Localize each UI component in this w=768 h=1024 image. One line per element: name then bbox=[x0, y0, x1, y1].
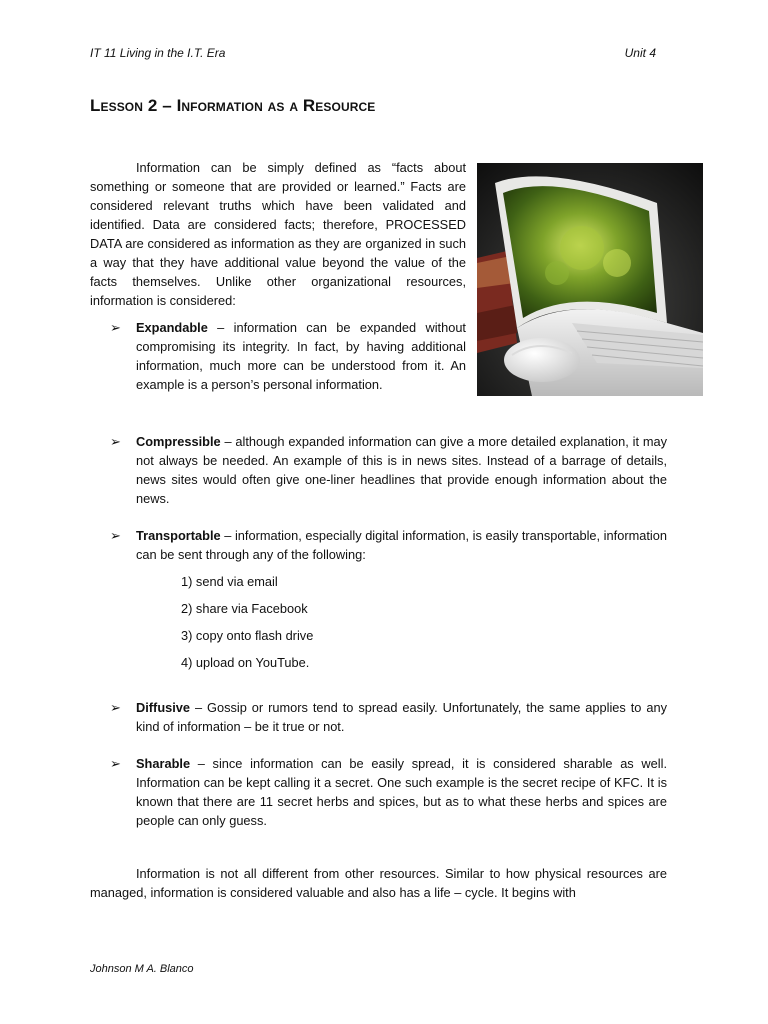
header-unit: Unit 4 bbox=[624, 46, 656, 60]
arrow-bullet-icon: ➢ bbox=[110, 528, 121, 543]
footer-author: Johnson M A. Blanco bbox=[90, 963, 194, 975]
bullet-term: Transportable bbox=[136, 528, 221, 543]
arrow-bullet-icon: ➢ bbox=[110, 320, 121, 335]
bullet-description: – information can be expanded without compromising its integrity. In fact, by having additional information, much more can be understood from it. An example is a person’s personal information. bbox=[136, 320, 466, 392]
bullet-term: Compressible bbox=[136, 434, 221, 449]
laptop-book-photo bbox=[477, 163, 703, 396]
bullet-description: – since information can be easily spread, it is considered sharable as well. Information can be kept calling it a secret. One such example is the secret recipe of KFC. It is known that there are 11 secret herbs and spices, but as to what these herbs and spices are people can only guess. bbox=[136, 756, 667, 828]
list-item: 3) copy onto flash drive bbox=[181, 628, 314, 643]
bullet-term: Expandable bbox=[136, 320, 208, 335]
bullet-description: – information, especially digital information, is easily transportable, information can be sent through any of the following: bbox=[136, 528, 667, 562]
intro-paragraph: Information can be simply defined as “facts about something or someone that are provided or learned.” Facts are considered relevant truths which have been validated and identified. Data are considered facts; therefore, PROCESSED DATA are considered as information as they are organized in such a way that they have additional value beyond the value of the facts themselves. Unlike other organizational resources, information is considered: bbox=[90, 160, 466, 308]
list-item: 2) share via Facebook bbox=[181, 601, 308, 616]
bullet-description: – Gossip or rumors tend to spread easily. Unfortunately, the same applies to any kind of information – be it true or not. bbox=[136, 700, 667, 734]
bullet-term: Sharable bbox=[136, 756, 191, 771]
arrow-bullet-icon: ➢ bbox=[110, 756, 121, 771]
header-course: IT 11 Living in the I.T. Era bbox=[90, 46, 226, 60]
list-item: 1) send via email bbox=[181, 574, 278, 589]
arrow-bullet-icon: ➢ bbox=[110, 700, 121, 715]
arrow-bullet-icon: ➢ bbox=[110, 434, 121, 449]
bullet-description: – although expanded information can give a more detailed explanation, it may not always be needed. An example of this is in news sites. Instead of a barrage of details, news sites would often give one-liner headlines that provide enough information about the news. bbox=[136, 434, 667, 506]
bullet-term: Diffusive bbox=[136, 700, 191, 715]
closing-paragraph: Information is not all different from other resources. Similar to how physical resources are managed, information is considered valuable and also has a life – cycle. It begins with bbox=[90, 866, 667, 900]
list-item: 4) upload on YouTube. bbox=[181, 655, 310, 670]
laptop-book-illustration bbox=[477, 163, 703, 396]
page-title: Lesson 2 – Information as a Resource bbox=[90, 96, 376, 115]
transport-methods-list bbox=[181, 572, 313, 680]
